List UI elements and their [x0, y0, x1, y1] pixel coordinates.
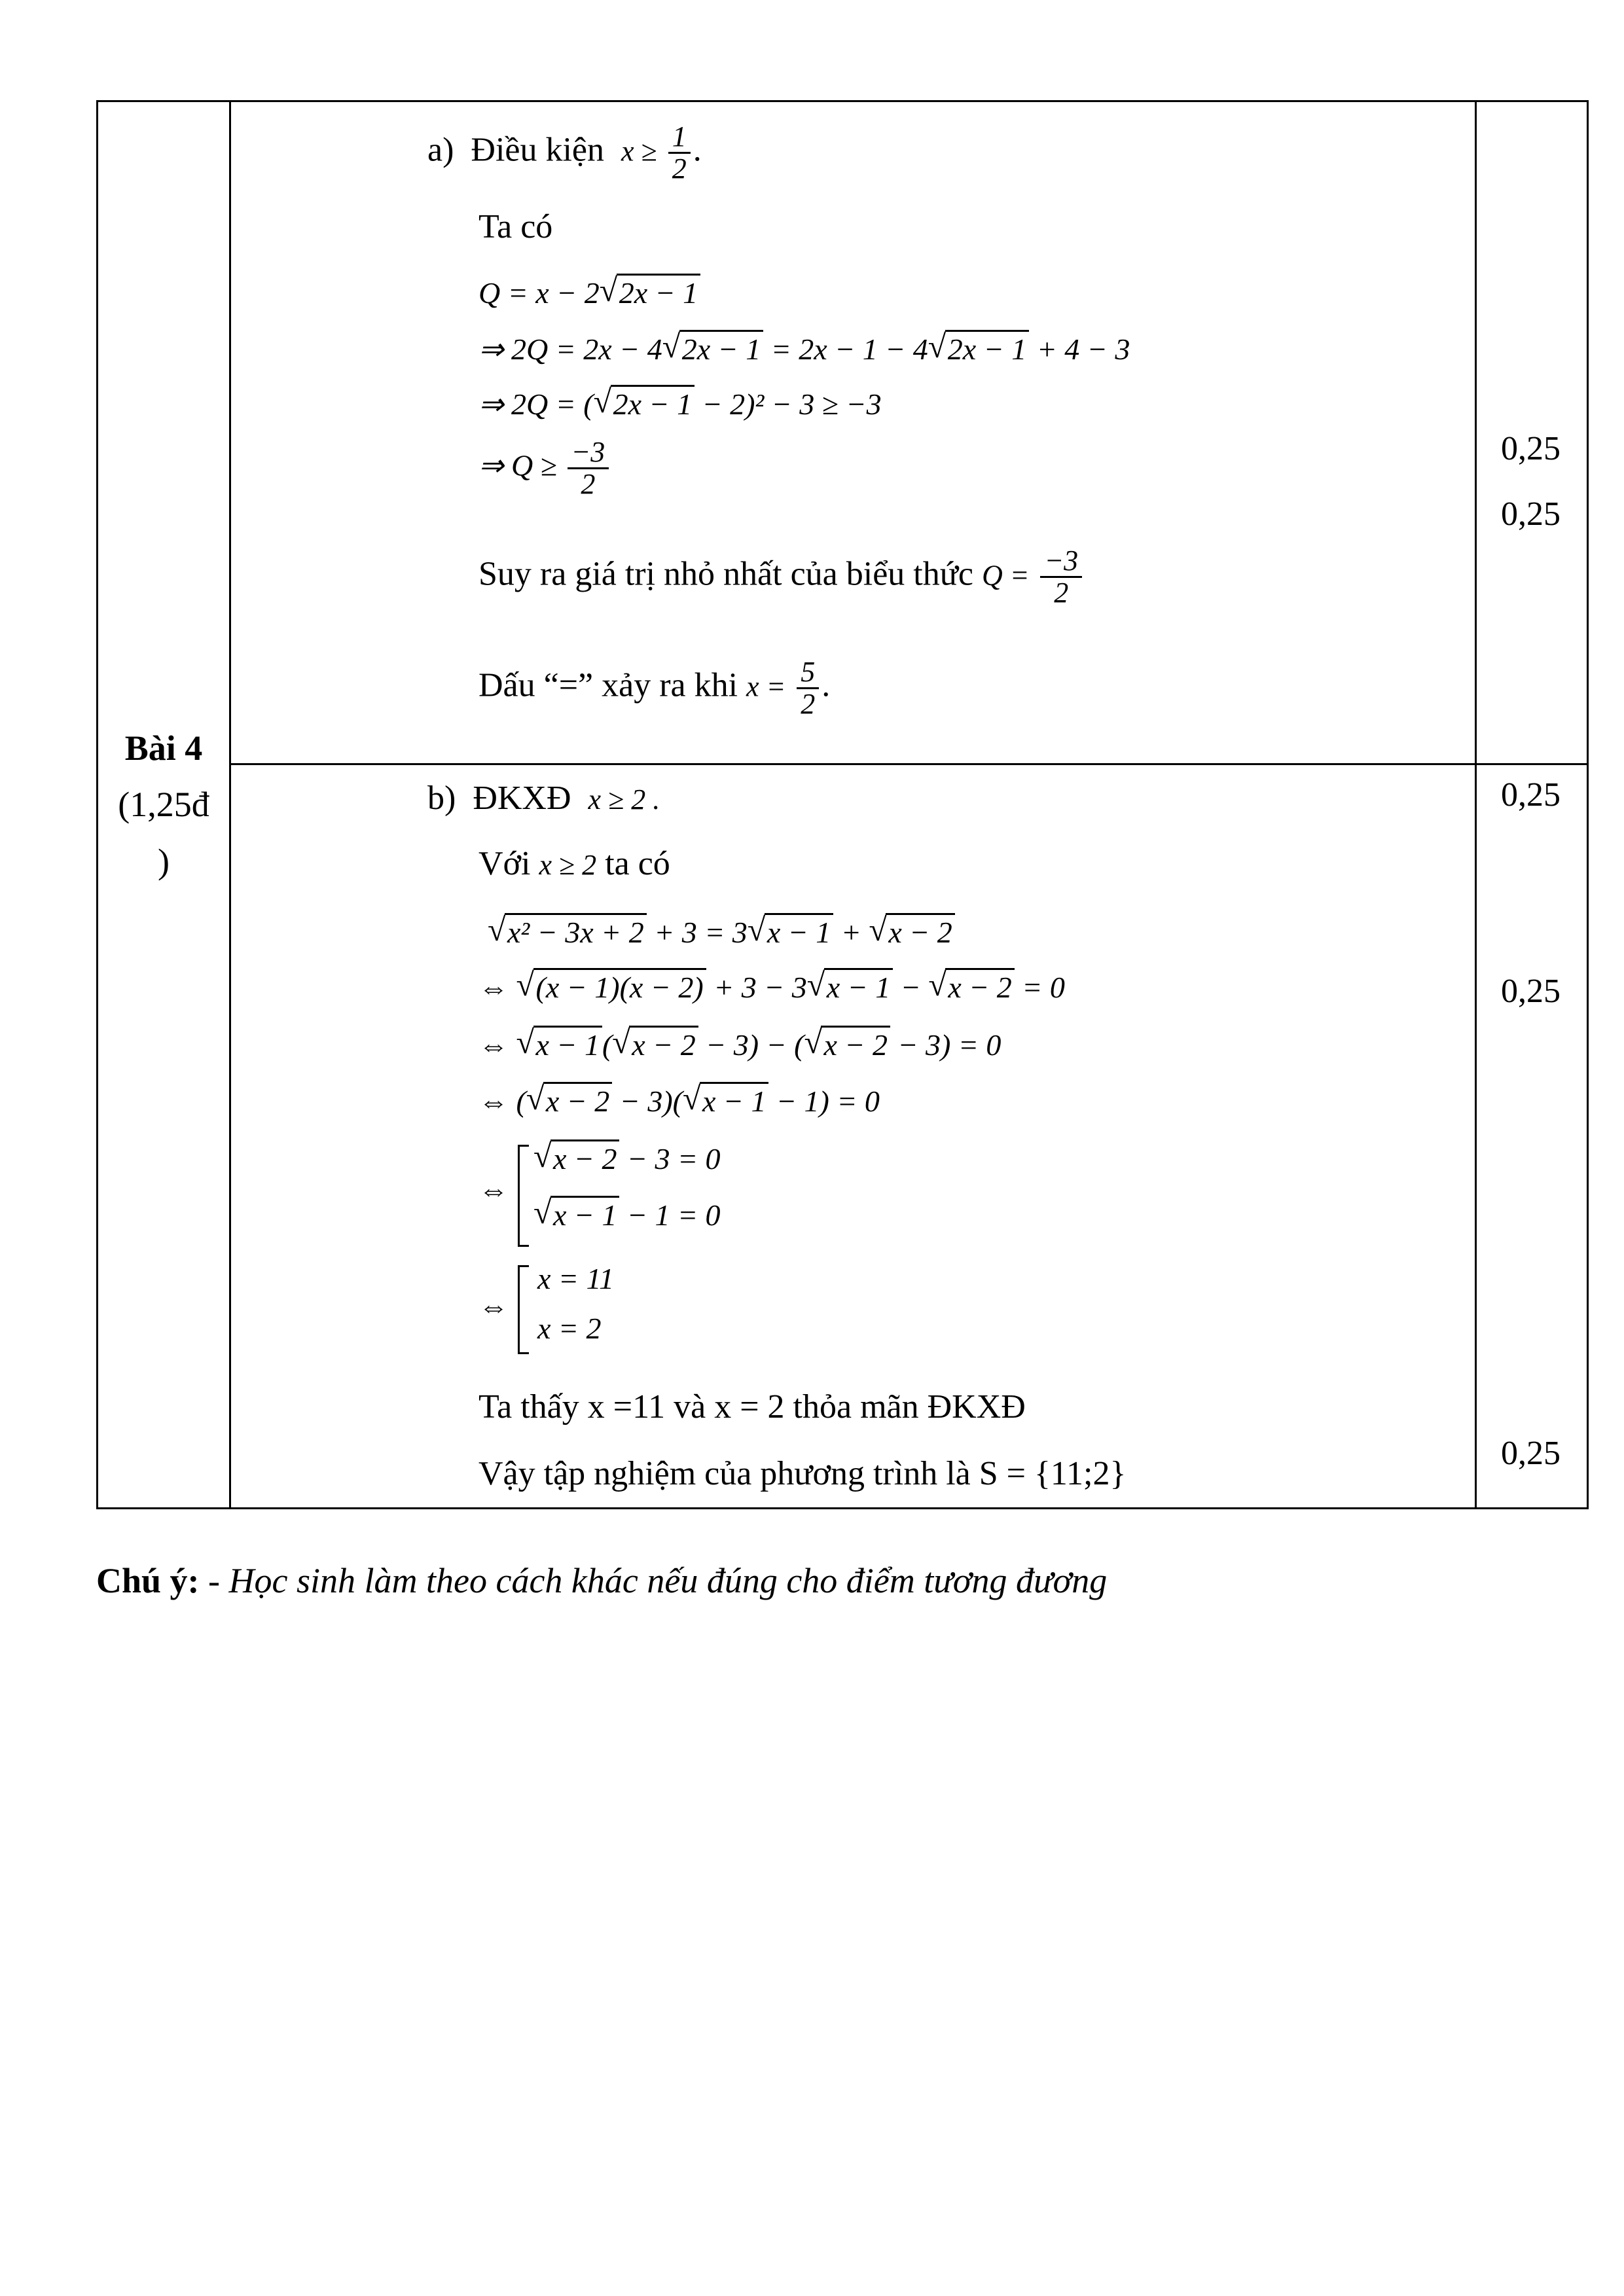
part-b-score-cell [1476, 764, 1588, 1509]
grading-note [96, 1560, 1107, 1601]
part-a-ta-co: Ta có [478, 208, 553, 245]
part-a-line-2: ⇒ 2Q = 2x − 4√ 2x − 1 = 2x − 1 − 4√ 2x − 1 + 4 − 3 [478, 330, 1130, 367]
part-b-eq-3: ⇔ √ x − 1(√ x − 2 − 3) − (√ x − 2 − 3) = 0 [478, 1026, 1001, 1062]
part-b-answer: Vậy tập nghiệm của phương trình là S = {11;2} [478, 1455, 1127, 1492]
part-a-score-cell [1476, 101, 1588, 764]
problem-title: Bài 4 [124, 728, 203, 768]
part-b-condition: b) ĐKXĐ x ≥ 2 . [427, 780, 660, 817]
part-a-condition: a) Điều kiện x ≥ $\frac{1}{2}$ . [427, 120, 702, 185]
part-b-score-2: 0,25 [1501, 973, 1561, 1010]
part-a-score-1: 0,25 [1501, 430, 1561, 467]
part-b-eq-1: √ x² − 3x + 2 + 3 = 3√ x − 1 + √ x − 2 [488, 913, 955, 950]
part-b-cell: b) ĐKXĐ x ≥ 2 . Với x ≥ 2 ta có √ x² − 3x + 2 + 3 = 3√ x − 1 + √ x − 2 ⇔ √ (x − 1)(x − 2) + 3 − 3√ x − 1 − √ x − 2 = 0 ⇔ √ x − 1(√ x − 2 − 3) − (√ x − 2 − 3) = 0 ⇔ (√ x − 2 − 3)(√ x − 1 − 1) = 0 ⇔ √ x − 2 − 3 = 0 √ x − 1 − 1 = 0 ⇔ x = 11 x = 2 Ta thấy x =11 và x = 2 thỏa mãn ĐKXĐ Vậy tập nghiệm của phương trình là S = {11;2} [230, 764, 1476, 1509]
problem-label-cell [98, 101, 230, 1509]
part-a-line-1: Q = x − 2√ 2x − 1 [478, 274, 700, 310]
part-b-score-1: 0,25 [1501, 776, 1561, 814]
note-label: Chú ý: [96, 1561, 200, 1600]
bracket-symbol [518, 1265, 529, 1354]
bracket-symbol [518, 1145, 529, 1247]
part-a-cell [230, 101, 1476, 764]
part-b-with: Với x ≥ 2 ta có [478, 845, 670, 882]
part-b-check: Ta thấy x =11 và x = 2 thỏa mãn ĐKXĐ [478, 1388, 1026, 1426]
problem-points: (1,25đ [118, 785, 209, 825]
part-a-line-3: ⇒ 2Q = (√ 2x − 1 − 2)² − 3 ≥ −3 [478, 385, 882, 422]
solution-table [96, 100, 1589, 1509]
part-a-line-4: ⇒ Q ≥ $\frac{-3}{2}$ [478, 437, 611, 499]
part-a-equality: Dấu “=” xảy ra khi x = $\frac{5}{2}$ . [478, 656, 831, 721]
part-a-conclusion: Suy ra giá trị nhỏ nhất của biểu thức Q = $\frac{-3}{2}$ [478, 546, 1085, 608]
problem-points-close: ) [158, 841, 170, 881]
part-b-eq-2: ⇔ √ (x − 1)(x − 2) + 3 − 3√ x − 1 − √ x − 2 = 0 [478, 968, 1065, 1005]
part-a-score-2: 0,25 [1501, 495, 1561, 533]
note-text: - Học sinh làm theo cách khác nếu đúng cho điểm tương đương [199, 1561, 1108, 1600]
part-b-score-3: 0,25 [1501, 1435, 1561, 1472]
part-b-eq-4: ⇔ (√ x − 2 − 3)(√ x − 1 − 1) = 0 [478, 1082, 880, 1119]
